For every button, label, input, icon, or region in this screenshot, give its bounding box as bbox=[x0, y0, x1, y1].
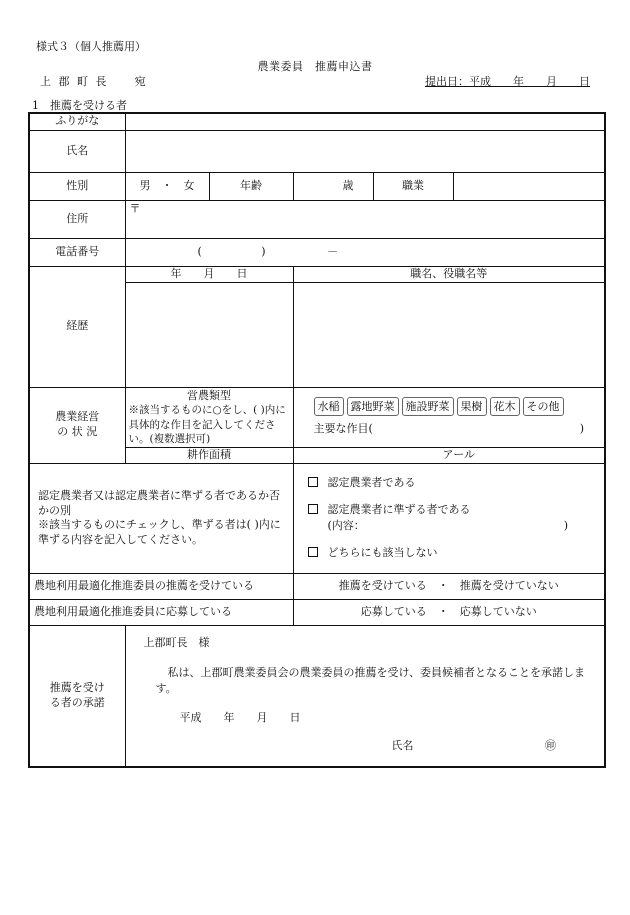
name-row bbox=[29, 130, 605, 172]
address-label: 住所 bbox=[29, 200, 125, 238]
consent-body-cell bbox=[125, 625, 605, 767]
consent-recipient: 上郡町長 様 bbox=[143, 635, 210, 649]
farming-status-label: 農業経営 の 状 況 bbox=[29, 387, 125, 463]
consent-signature-line[interactable] bbox=[144, 739, 599, 754]
consent-row bbox=[29, 625, 605, 767]
certified-option-equivalent[interactable]: 認定農業者に準ずる者である bbox=[308, 503, 591, 518]
checkbox-icon[interactable] bbox=[308, 477, 318, 487]
age-label: 年齢 bbox=[209, 172, 293, 200]
furigana-row bbox=[29, 113, 605, 130]
main-crop-label: 主要な作目( bbox=[313, 422, 373, 436]
history-date-header: 年 月 日 bbox=[125, 266, 293, 282]
checkbox-icon[interactable] bbox=[308, 504, 318, 514]
consent-name-label: 氏名 bbox=[391, 739, 414, 753]
phone-dash: － bbox=[327, 244, 339, 258]
history-label: 経歴 bbox=[29, 266, 125, 387]
address-row bbox=[29, 200, 605, 238]
submission-date[interactable]: 提出日：平成 年 月 日 bbox=[425, 75, 590, 88]
checkbox-icon[interactable] bbox=[308, 547, 318, 557]
phone-close-paren: ) bbox=[261, 244, 266, 258]
crop-selection-cell bbox=[293, 387, 605, 447]
occupation-field[interactable] bbox=[453, 172, 605, 200]
crop-chip-list bbox=[314, 397, 585, 416]
certified-farmer-row bbox=[29, 463, 605, 573]
phone-open-paren: ( bbox=[197, 244, 202, 258]
cultivated-area-unit: アール bbox=[442, 447, 475, 461]
document-title: 農業委員 推薦申込書 bbox=[257, 60, 373, 73]
seal-icon: ㊞ bbox=[545, 739, 556, 753]
occupation-label: 職業 bbox=[373, 172, 453, 200]
age-field[interactable] bbox=[293, 172, 373, 200]
certified-option-yes[interactable]: 認定農業者である bbox=[308, 476, 591, 491]
main-crop-close: ) bbox=[579, 422, 585, 436]
committee-recommend-options[interactable]: 推薦を受けている ・ 推薦を受けていない bbox=[293, 573, 605, 599]
committee-apply-row bbox=[29, 599, 605, 625]
certified-option-none[interactable]: どちらにも該当しない bbox=[308, 546, 591, 561]
committee-recommend-label: 農地利用最適化推進委員の推薦を受けている bbox=[29, 573, 293, 599]
farming-type-title: 営農類型 bbox=[187, 388, 231, 402]
crop-chip-open-field-vegetables[interactable]: 露地野菜 bbox=[347, 397, 399, 416]
crop-chip-other[interactable]: その他 bbox=[523, 397, 564, 416]
name-label: 氏名 bbox=[29, 130, 125, 172]
phone-label: 電話番号 bbox=[29, 238, 125, 266]
committee-recommend-row bbox=[29, 573, 605, 599]
crop-chip-fruit-trees[interactable]: 果樹 bbox=[457, 397, 487, 416]
furigana-field[interactable] bbox=[125, 113, 605, 130]
consent-statement: 私は、上郡町農業委員会の農業委員の推薦を受け、委員候補者となることを承諾します。 bbox=[155, 665, 586, 695]
age-unit: 歳 bbox=[342, 178, 354, 192]
consent-label: 推薦を受け る者の承諾 bbox=[29, 625, 125, 767]
history-position-field[interactable] bbox=[293, 282, 605, 387]
name-field[interactable] bbox=[125, 130, 605, 172]
address-field[interactable] bbox=[125, 200, 605, 238]
history-position-header: 職名、役職名等 bbox=[293, 266, 605, 282]
farming-type-note: ※該当するものに○をし、( )内に具体的な作目を記入してください。(複数選択可) bbox=[128, 404, 286, 445]
crop-chip-greenhouse-vegetables[interactable]: 施設野菜 bbox=[402, 397, 454, 416]
certified-farmer-options bbox=[293, 463, 605, 573]
crop-chip-flowering-trees[interactable]: 花木 bbox=[490, 397, 520, 416]
committee-apply-options[interactable]: 応募している ・ 応募していない bbox=[293, 599, 605, 625]
recommendation-form bbox=[28, 112, 606, 768]
gender-age-occupation-row bbox=[29, 172, 605, 200]
farming-type-row bbox=[29, 387, 605, 447]
form-code: 様式３（個人推薦用） bbox=[36, 40, 146, 53]
addressee: 上 郡 町 長 宛 bbox=[40, 75, 148, 88]
section-heading: 1 推薦を受ける者 bbox=[32, 99, 127, 112]
crop-chip-rice[interactable]: 水稲 bbox=[314, 397, 344, 416]
cultivated-area-label: 耕作面積 bbox=[125, 447, 293, 463]
farming-type-cell bbox=[125, 387, 293, 447]
certified-equivalent-detail[interactable]: (内容： ) bbox=[327, 519, 569, 533]
furigana-label: ふりがな bbox=[29, 113, 125, 130]
history-date-field[interactable] bbox=[125, 282, 293, 387]
phone-row bbox=[29, 238, 605, 266]
history-header-row bbox=[29, 266, 605, 282]
gender-options[interactable]: 男 ・ 女 bbox=[125, 172, 209, 200]
gender-label: 性別 bbox=[29, 172, 125, 200]
certified-farmer-label: 認定農業者又は認定農業者に準ずる者であるか否かの別 ※該当するものにチェックし、準ずる者は( )内に準ずる内容を記入してください。 bbox=[29, 463, 293, 573]
phone-field[interactable] bbox=[125, 238, 605, 266]
postal-mark: 〒 bbox=[129, 201, 141, 215]
committee-apply-label: 農地利用最適化推進委員に応募している bbox=[29, 599, 293, 625]
main-crop-line[interactable] bbox=[314, 422, 585, 437]
consent-date[interactable]: 平成 年 月 日 bbox=[179, 710, 301, 724]
cultivated-area-field[interactable] bbox=[293, 447, 605, 463]
